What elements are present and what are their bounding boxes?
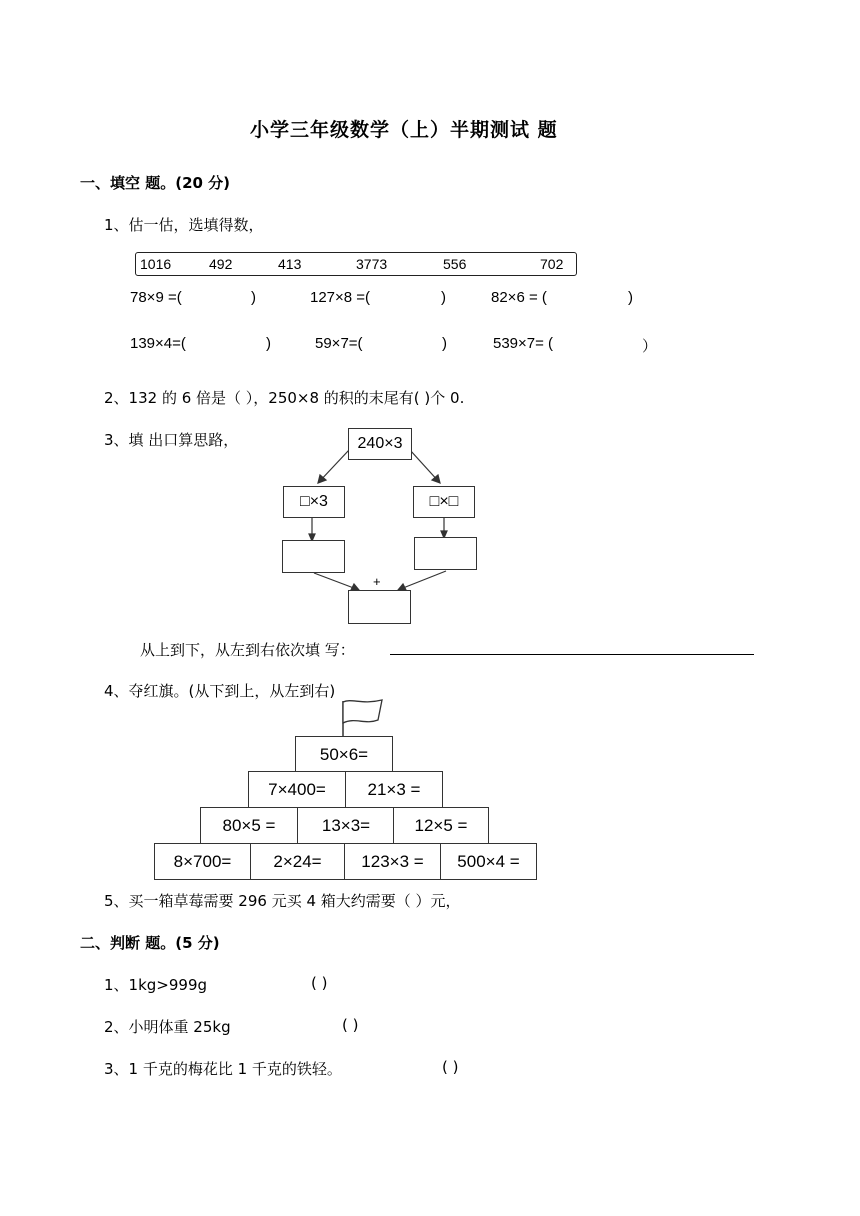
estimate-close: ) bbox=[442, 335, 447, 352]
section2-heading: 二、判断 题。(5 分) bbox=[80, 934, 220, 952]
q3-instruction: 从上到下，从左到右依次填 写： bbox=[140, 641, 355, 659]
pyramid-brick: 123×3 = bbox=[344, 843, 441, 880]
estimate-expr: 139×4=( bbox=[130, 335, 186, 352]
flow-left-result-box[interactable] bbox=[282, 540, 345, 573]
pyramid-brick: 500×4 = bbox=[440, 843, 537, 880]
estimate-close: ) bbox=[441, 289, 446, 306]
flow-top-box: 240×3 bbox=[348, 428, 412, 460]
estimate-expr: 539×7= ( bbox=[493, 335, 554, 352]
q4-label: 4、夺红旗。(从下到上，从左到右) bbox=[104, 682, 336, 700]
estimate-close: ） bbox=[642, 338, 658, 355]
choice-number: 492 bbox=[209, 256, 233, 272]
estimate-expr: 127×8 =( bbox=[310, 289, 371, 306]
judge-item-paren[interactable]: ( ) bbox=[342, 1016, 359, 1034]
section1-heading: 一、填空 题。(20 分) bbox=[80, 174, 231, 192]
estimate-expr: 59×7=( bbox=[315, 335, 363, 352]
plus-sign: + bbox=[373, 574, 381, 589]
judge-item-paren[interactable]: ( ) bbox=[311, 974, 328, 992]
pyramid-brick: 12×5 = bbox=[393, 807, 489, 844]
flow-right-box: □×□ bbox=[413, 486, 475, 518]
choice-number: 413 bbox=[278, 256, 302, 272]
choice-number: 1016 bbox=[140, 256, 172, 272]
judge-item-text: 1、1kg>999g bbox=[104, 976, 208, 994]
pyramid-brick: 80×5 = bbox=[200, 807, 298, 844]
pyramid-brick: 13×3= bbox=[297, 807, 395, 844]
pyramid-brick: 8×700= bbox=[154, 843, 251, 880]
q1-label: 1、估一估，选填得数， bbox=[104, 216, 264, 234]
flow-right-result-box[interactable] bbox=[414, 537, 477, 570]
flow-sum-box[interactable] bbox=[348, 590, 411, 624]
estimate-expr: 82×6 = ( bbox=[491, 289, 547, 306]
q2-text: 2、132 的 6 倍是（ ），250×8 的积的末尾有( )个 0. bbox=[104, 389, 465, 407]
flow-left-box: □×3 bbox=[283, 486, 345, 518]
judge-item-paren[interactable]: ( ) bbox=[442, 1058, 459, 1076]
pyramid-brick: 2×24= bbox=[250, 843, 345, 880]
judge-item-text: 2、小明体重 25kg bbox=[104, 1018, 231, 1036]
choice-number: 3773 bbox=[356, 256, 388, 272]
pyramid-brick: 50×6= bbox=[295, 736, 393, 773]
judge-item-text: 3、1 千克的梅花比 1 千克的铁轻。 bbox=[104, 1060, 342, 1078]
page-title: 小学三年级数学（上）半期测试 题 bbox=[250, 119, 558, 141]
pyramid-brick: 21×3 = bbox=[345, 771, 443, 808]
estimate-expr: 78×9 =( bbox=[130, 289, 182, 306]
estimate-close: ) bbox=[251, 289, 256, 306]
q3-label: 3、填 出口算思路， bbox=[104, 431, 239, 449]
flag-icon bbox=[330, 695, 390, 740]
estimate-close: ) bbox=[628, 289, 633, 306]
answer-line[interactable] bbox=[390, 654, 754, 655]
choice-number: 556 bbox=[443, 256, 467, 272]
pyramid-brick: 7×400= bbox=[248, 771, 346, 808]
q5-text: 5、买一箱草莓需要 296 元买 4 箱大约需要（ ）元， bbox=[104, 892, 461, 910]
estimate-close: ) bbox=[266, 335, 271, 352]
choice-number: 702 bbox=[540, 256, 564, 272]
